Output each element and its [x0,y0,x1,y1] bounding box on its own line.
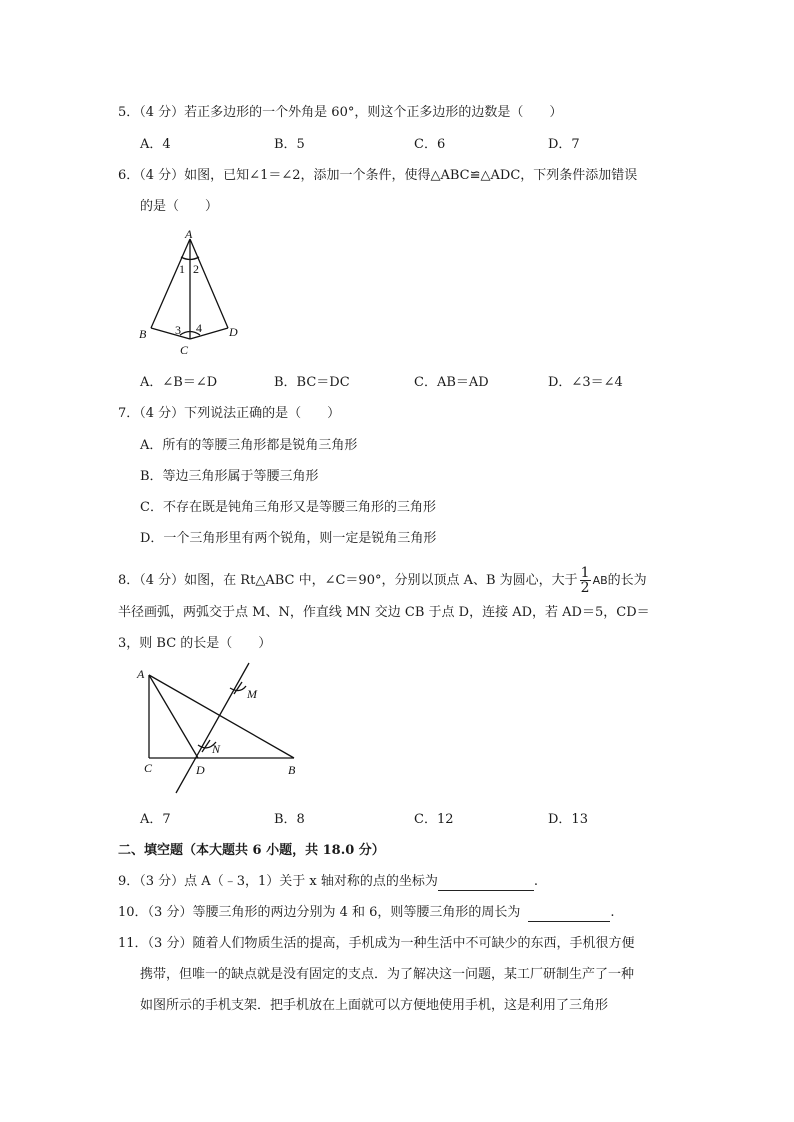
q8-fraction [580,566,591,595]
q8-segment-ab [149,675,294,758]
q6-label-d: D [229,325,238,339]
q8-triangle [149,663,294,793]
q8-stem-line3: 3，则 BC 的长是（ ） [118,636,272,651]
q5-option-b: B．5 [274,137,305,152]
q8-label-c: C [144,761,153,775]
q10-line [118,904,615,922]
q6-label-angle3: 3 [175,323,181,337]
q6-figure [130,224,260,360]
q8-label-n: N [212,742,221,756]
q8-stem-line1-b: 的长为 [607,573,647,588]
q6-option-c: C．AB＝AD [414,375,489,390]
q6-stem-line2: 的是（ ） [140,199,219,214]
q8-figure [130,660,310,800]
q6-label-angle1: 1 [179,262,185,276]
q5-option-a: A．4 [140,137,171,152]
q6-label-angle4: 4 [196,321,202,335]
q7-stem: 7．（4 分）下列说法正确的是（ ） [118,406,341,421]
q6-stem-line1: 6．（4 分）如图，已知∠1＝∠2，添加一个条件，使得△ABC≌△ADC，下列条件添加错误 [118,168,638,183]
q11-line1: 11．（3 分）随着人们物质生活的提高，手机成为一种生活中不可缺少的东西，手机很方便 [118,936,635,951]
q8-segment-ad [149,675,198,758]
q7-option-b: B．等边三角形属于等腰三角形 [140,469,319,484]
q8-label-d: D [196,763,205,777]
q5-stem: 5．（4 分）若正多边形的一个外角是 60°，则这个正多边形的边数是（ ） [118,105,563,120]
q8-option-d: D．13 [548,812,588,827]
q6-label-angle2: 2 [193,262,199,276]
q6-option-d: D．∠3＝∠4 [548,375,623,390]
q8-label-m: M [247,687,257,701]
q7-option-a: A．所有的等腰三角形都是锐角三角形 [140,438,358,453]
q9-end: . [533,874,538,889]
q8-line-mn [176,663,249,793]
q6-label-b: B [139,327,147,341]
q11-line3: 如图所示的手机支架．把手机放在上面就可以方便地使用手机，这是利用了三角形 [140,998,609,1013]
q8-fraction-var: AB [592,574,608,587]
q6-option-b: B．BC＝DC [274,375,350,390]
q8-option-c: C．12 [414,812,454,827]
q8-fraction-den: 2 [580,580,590,596]
q9-answer-blank[interactable] [438,876,534,891]
q6-segment-bc [151,328,190,339]
q10-stem: 10．（3 分）等腰三角形的两边分别为 4 和 6，则等腰三角形的周长为 [118,905,521,920]
q5-option-c: C．6 [414,137,446,152]
q8-option-a: A．7 [140,812,171,827]
q6-kite [151,239,228,339]
q6-segment-ad [190,239,228,328]
q9-line [118,873,538,891]
section2-title: 二、填空题（本大题共 6 小题，共 18.0 分） [118,843,385,858]
q5-option-d: D．7 [548,137,580,152]
q8-stem-line1-a: 8．（4 分）如图，在 Rt△ABC 中，∠C＝90°，分别以顶点 A、B 为圆心，大于 [118,573,578,588]
q7-option-c: C．不存在既是钝角三角形又是等腰三角形的三角形 [140,500,436,515]
q11-line2: 携带，但唯一的缺点就是没有固定的支点．为了解决这一问题，某工厂研制生产了一种 [140,967,635,982]
q8-label-b: B [288,763,296,777]
q6-segment-ab [151,239,190,328]
q8-label-a: A [137,667,145,681]
q6-label-c: C [180,343,189,357]
q9-stem: 9．（3 分）点 A（﹣3，1）关于 x 轴对称的点的坐标为 [118,874,438,889]
q6-option-a: A．∠B＝∠D [140,375,218,390]
q8-stem-line2: 半径画弧，两弧交于点 M、N，作直线 MN 交边 CB 于点 D，连接 AD，若 AD＝5，CD＝ [118,605,650,620]
q10-answer-blank[interactable] [528,907,610,922]
q6-label-a: A [185,227,193,241]
q8-option-b: B．8 [274,812,305,827]
q8-fraction-num: 1 [580,565,590,581]
q8-arc-n-mark [202,740,210,752]
q7-option-d: D．一个三角形里有两个锐角，则一定是锐角三角形 [140,531,437,546]
q10-end: . [610,905,615,920]
q8-stem-line1 [118,566,647,595]
